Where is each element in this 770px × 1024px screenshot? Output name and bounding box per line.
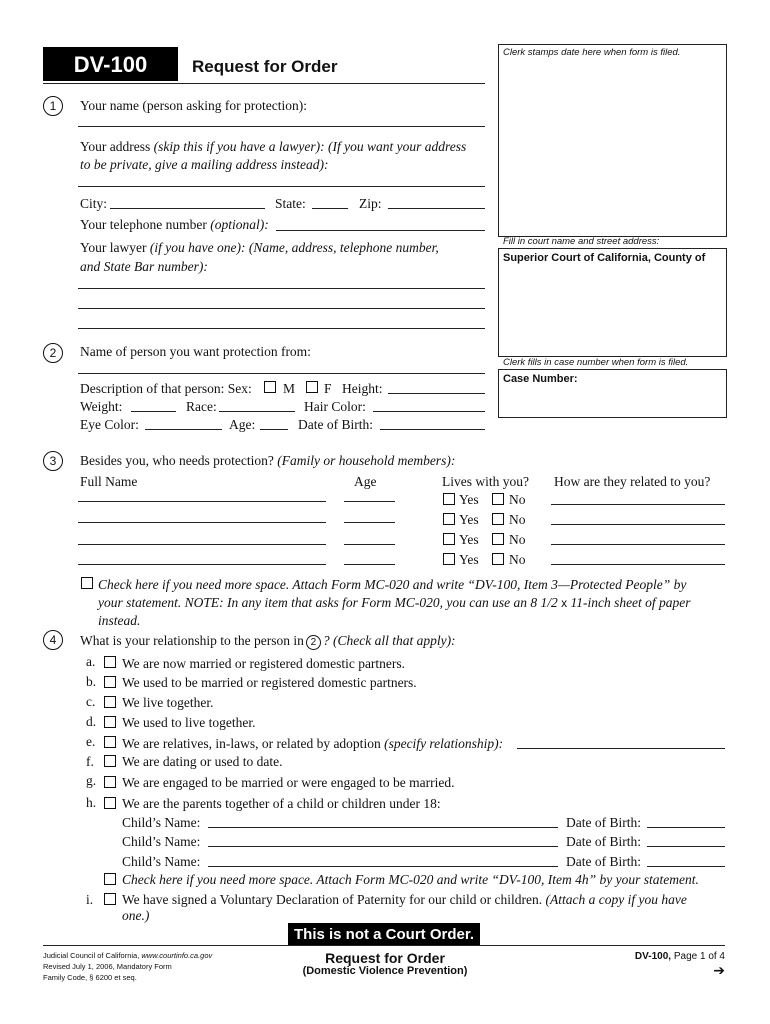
s3-row-1-relation[interactable] bbox=[551, 504, 725, 505]
s3-row-4-name[interactable] bbox=[78, 564, 326, 565]
s3-row-4-relation[interactable] bbox=[551, 564, 725, 565]
s2-age-label: Age: bbox=[229, 417, 256, 432]
s2-sex-f-label: F bbox=[324, 381, 332, 396]
section-2-number: 2 bbox=[43, 343, 63, 363]
s1-lawyer-a: Your lawyer bbox=[80, 240, 147, 255]
s1-address-b: (skip this if you have a lawyer): (If you want your address bbox=[153, 139, 467, 154]
s1-lawyer-field-1[interactable] bbox=[78, 288, 485, 289]
s1-address-c: to be private, give a mailing address instead): bbox=[80, 157, 329, 172]
s3-row-3-no-checkbox[interactable] bbox=[492, 533, 504, 545]
s4-a-text: We are now married or registered domestic partners. bbox=[122, 656, 406, 671]
s2-eye-field[interactable] bbox=[145, 429, 222, 430]
s1-lawyer-field-2[interactable] bbox=[78, 308, 485, 309]
footer-subtitle: (Domestic Violence Prevention) bbox=[302, 965, 468, 977]
s3-row-3-age[interactable] bbox=[344, 544, 395, 545]
s4-h-letter: h. bbox=[86, 795, 97, 810]
s2-name-field[interactable] bbox=[78, 373, 485, 374]
s1-address-field[interactable] bbox=[78, 186, 485, 187]
s3-row-4-yes: Yes bbox=[459, 552, 479, 567]
s2-sex-m-label: M bbox=[283, 381, 296, 396]
child-3-name-field[interactable] bbox=[208, 866, 558, 867]
child-2-dob-field[interactable] bbox=[647, 846, 725, 847]
s3-more-4: instead. bbox=[98, 613, 141, 628]
s3-row-1-age[interactable] bbox=[344, 501, 395, 502]
clerk-stamp-label: Clerk stamps date here when form is filed. bbox=[503, 47, 681, 58]
s4-d-text: We used to live together. bbox=[122, 715, 256, 730]
footer-page-form: DV-100, bbox=[634, 951, 672, 962]
s4-a-checkbox[interactable] bbox=[104, 656, 116, 668]
s3-row-3-no: No bbox=[509, 532, 526, 547]
s3-more-x: x bbox=[561, 596, 568, 610]
s2-hair-label: Hair Color: bbox=[304, 399, 366, 414]
s3-row-1-no-checkbox[interactable] bbox=[492, 493, 504, 505]
child-3-dob-label: Date of Birth: bbox=[566, 854, 641, 869]
s2-dob-field[interactable] bbox=[380, 429, 485, 430]
s4-h-checkbox[interactable] bbox=[104, 797, 116, 809]
s3-row-2-relation[interactable] bbox=[551, 524, 725, 525]
court-label: Fill in court name and street address: bbox=[503, 236, 660, 247]
s4-e-letter: e. bbox=[86, 734, 96, 749]
s1-phone-b: (optional): bbox=[210, 217, 269, 232]
s3-col-name: Full Name bbox=[80, 474, 138, 489]
s1-city-label: City: bbox=[80, 196, 108, 211]
s1-name-label: Your name (person asking for protection): bbox=[80, 98, 307, 113]
footer-website[interactable]: www.courtinfo.ca.gov bbox=[141, 951, 213, 960]
s1-lawyer-c: and State Bar number): bbox=[80, 259, 208, 274]
s2-name-label: Name of person you want protection from: bbox=[80, 344, 311, 359]
s2-sex-f-checkbox[interactable] bbox=[306, 381, 318, 393]
s3-more-3: 11-inch sheet of paper bbox=[570, 595, 691, 610]
s4-c-text: We live together. bbox=[122, 695, 214, 710]
child-3-dob-field[interactable] bbox=[647, 866, 725, 867]
section-1-number: 1 bbox=[43, 96, 63, 116]
child-2-name-label: Child’s Name: bbox=[122, 834, 201, 849]
s1-lawyer-label bbox=[80, 240, 439, 256]
s3-question-b: (Family or household members): bbox=[277, 453, 456, 468]
s3-row-2-name[interactable] bbox=[78, 522, 326, 523]
case-number-label: Case Number: bbox=[503, 373, 578, 385]
footer-council-name: Judicial Council of California, bbox=[43, 951, 140, 960]
s3-row-4-age[interactable] bbox=[344, 564, 395, 565]
s1-lawyer-b: (if you have one): (Name, address, telephone number, bbox=[149, 240, 439, 255]
s1-name-field[interactable] bbox=[78, 126, 485, 127]
s4-g-letter: g. bbox=[86, 773, 97, 788]
s4-i-text-main: We have signed a Voluntary Declaration of Paternity for our child or children. bbox=[122, 892, 543, 907]
s4-b-letter: b. bbox=[86, 674, 97, 689]
s4-h-more: Check here if you need more space. Attach Form MC-020 and write “DV-100, Item 4h” by your statement. bbox=[122, 872, 699, 887]
s4-e-text-main: We are relatives, in-laws, or related by adoption bbox=[122, 736, 381, 751]
s4-c-checkbox[interactable] bbox=[104, 696, 116, 708]
s2-hair-field[interactable] bbox=[373, 411, 485, 412]
s4-c-letter: c. bbox=[86, 694, 96, 709]
court-name: Superior Court of California, County of bbox=[503, 252, 706, 264]
footer-code: Family Code, § 6200 et seq. bbox=[43, 973, 137, 982]
s4-d-checkbox[interactable] bbox=[104, 716, 116, 728]
s2-dob-label: Date of Birth: bbox=[298, 417, 373, 432]
s2-race-field[interactable] bbox=[219, 411, 295, 412]
s4-e-relationship-field[interactable] bbox=[517, 748, 725, 749]
s1-state-field[interactable] bbox=[312, 208, 348, 209]
footer-page-text: Page 1 of 4 bbox=[673, 951, 725, 962]
s1-address-label bbox=[80, 139, 466, 155]
s3-row-3-relation[interactable] bbox=[551, 544, 725, 545]
s4-b-text: We used to be married or registered domestic partners. bbox=[122, 675, 417, 690]
s3-row-4-no: No bbox=[509, 552, 526, 567]
s4-h-text: We are the parents together of a child or children under 18: bbox=[122, 796, 441, 811]
s3-row-1-yes-checkbox[interactable] bbox=[443, 493, 455, 505]
section-4-number: 4 bbox=[43, 630, 63, 650]
child-1-dob-label: Date of Birth: bbox=[566, 815, 641, 830]
s4-g-checkbox[interactable] bbox=[104, 776, 116, 788]
s2-height-label: Height: bbox=[342, 381, 383, 396]
s1-state-label: State: bbox=[275, 196, 306, 211]
s2-weight-label: Weight: bbox=[80, 399, 123, 414]
s4-f-checkbox[interactable] bbox=[104, 755, 116, 767]
s4-i-text bbox=[122, 892, 687, 908]
s4-g-text: We are engaged to be married or were engaged to be married. bbox=[122, 775, 455, 790]
s2-desc-label: Description of that person: Sex: bbox=[80, 381, 252, 396]
s3-row-1-yes: Yes bbox=[459, 492, 479, 507]
s1-zip-field[interactable] bbox=[388, 208, 485, 209]
form-id: DV-100 bbox=[73, 52, 148, 77]
section-3-number: 3 bbox=[43, 451, 63, 471]
s1-address-a: Your address bbox=[80, 139, 151, 154]
s3-row-3-yes-checkbox[interactable] bbox=[443, 533, 455, 545]
s1-zip-label: Zip: bbox=[359, 196, 382, 211]
s4-question-a: What is your relationship to the person in bbox=[80, 633, 304, 648]
footer-title: Request for Order bbox=[325, 950, 445, 966]
s3-col-relation: How are they related to you? bbox=[554, 474, 711, 489]
not-court-order-banner: This is not a Court Order. bbox=[288, 923, 480, 946]
s4-question bbox=[80, 633, 456, 650]
clerk-stamp-box bbox=[498, 44, 727, 237]
next-page-arrow-icon[interactable]: ➔ bbox=[713, 962, 725, 978]
s3-col-lives: Lives with you? bbox=[442, 474, 529, 489]
form-title: Request for Order bbox=[192, 57, 338, 76]
child-1-name-field[interactable] bbox=[208, 827, 558, 828]
s4-d-letter: d. bbox=[86, 714, 97, 729]
s2-sex-m-checkbox[interactable] bbox=[264, 381, 276, 393]
s4-question-b: ? (Check all that apply): bbox=[322, 633, 456, 648]
child-3-name-label: Child’s Name: bbox=[122, 854, 201, 869]
s1-city-field[interactable] bbox=[110, 208, 265, 209]
s3-row-2-yes-checkbox[interactable] bbox=[443, 513, 455, 525]
footer-revised: Revised July 1, 2006, Mandatory Form bbox=[43, 962, 172, 971]
s4-ref-circle: 2 bbox=[306, 635, 321, 650]
s2-height-field[interactable] bbox=[388, 393, 485, 394]
s4-h-more-checkbox[interactable] bbox=[104, 873, 116, 885]
s4-e-spec: (specify relationship): bbox=[384, 736, 504, 751]
s4-e-text bbox=[122, 736, 503, 752]
court-name-box[interactable] bbox=[498, 248, 727, 357]
s2-age-field[interactable] bbox=[260, 429, 288, 430]
s3-row-4-yes-checkbox[interactable] bbox=[443, 553, 455, 565]
s1-phone-a: Your telephone number bbox=[80, 217, 207, 232]
s3-more-2a: your statement. NOTE: In any item that asks for Form MC-020, you can use an 8 1/2 bbox=[98, 595, 558, 610]
child-1-name-label: Child’s Name: bbox=[122, 815, 201, 830]
s2-eye-label: Eye Color: bbox=[80, 417, 139, 432]
s3-row-1-no: No bbox=[509, 492, 526, 507]
s3-more-2 bbox=[98, 595, 691, 611]
s4-i-letter: i. bbox=[86, 892, 94, 907]
s3-question-a: Besides you, who needs protection? bbox=[80, 453, 274, 468]
s2-race-label: Race: bbox=[186, 399, 217, 414]
s3-more-1: Check here if you need more space. Attach Form MC-020 and write “DV-100, Item 3—Protected People” by bbox=[98, 577, 687, 592]
s4-f-text: We are dating or used to date. bbox=[122, 754, 283, 769]
child-1-dob-field[interactable] bbox=[647, 827, 725, 828]
s1-lawyer-field-3[interactable] bbox=[78, 328, 485, 329]
s3-row-2-age[interactable] bbox=[344, 522, 395, 523]
s4-i-attach-b: one.) bbox=[122, 908, 150, 923]
case-label: Clerk fills in case number when form is filed. bbox=[503, 357, 689, 368]
s3-row-4-no-checkbox[interactable] bbox=[492, 553, 504, 565]
s4-a-letter: a. bbox=[86, 654, 96, 669]
child-2-dob-label: Date of Birth: bbox=[566, 834, 641, 849]
s3-row-3-name[interactable] bbox=[78, 544, 326, 545]
footer-rule bbox=[43, 945, 725, 946]
footer-page bbox=[560, 951, 725, 962]
s4-b-checkbox[interactable] bbox=[104, 676, 116, 688]
s4-f-letter: f. bbox=[86, 754, 94, 769]
s3-question bbox=[80, 453, 455, 469]
s4-i-attach-a: (Attach a copy if you have bbox=[545, 892, 687, 907]
s4-i-checkbox[interactable] bbox=[104, 893, 116, 905]
s2-weight-field[interactable] bbox=[131, 411, 176, 412]
s3-row-2-no: No bbox=[509, 512, 526, 527]
header-rule bbox=[43, 83, 485, 84]
footer-council bbox=[43, 951, 212, 961]
child-2-name-field[interactable] bbox=[208, 846, 558, 847]
s4-e-checkbox[interactable] bbox=[104, 736, 116, 748]
s3-row-3-yes: Yes bbox=[459, 532, 479, 547]
s3-row-2-no-checkbox[interactable] bbox=[492, 513, 504, 525]
s3-more-space-checkbox[interactable] bbox=[81, 577, 93, 589]
s3-col-age: Age bbox=[354, 474, 377, 489]
s1-phone-label bbox=[80, 217, 269, 233]
s3-row-1-name[interactable] bbox=[78, 501, 326, 502]
s1-phone-field[interactable] bbox=[276, 230, 485, 231]
s3-row-2-yes: Yes bbox=[459, 512, 479, 527]
